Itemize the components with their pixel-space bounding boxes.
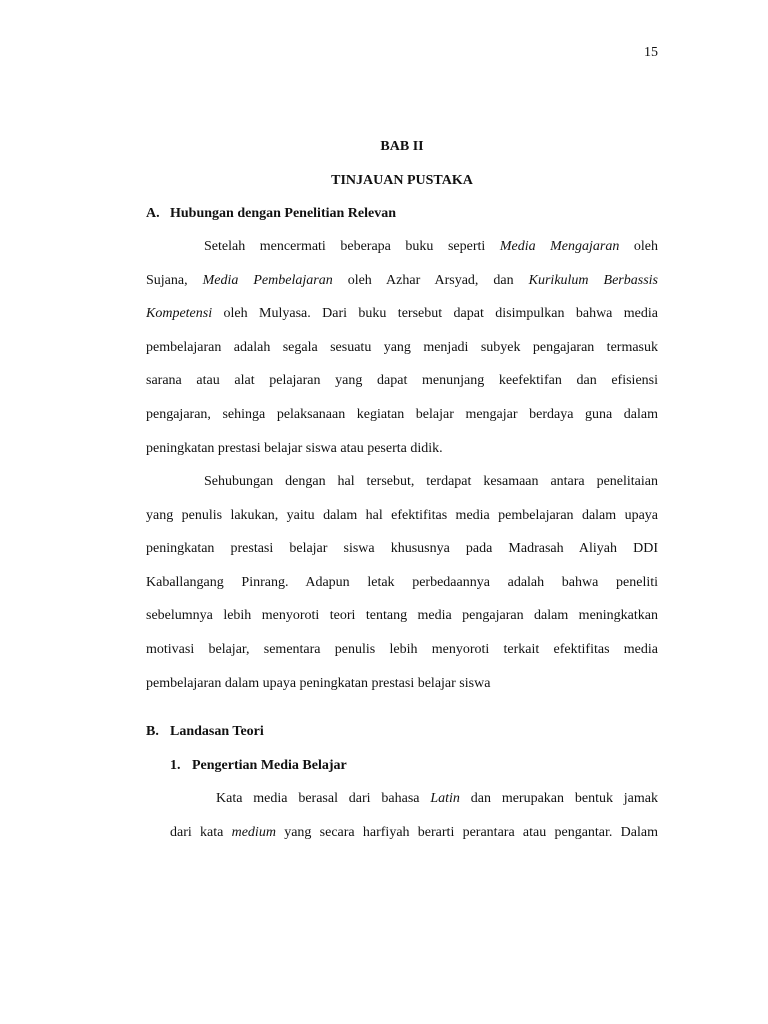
section-a-paragraph-1 (146, 238, 658, 473)
italic-text: Media Pembelajaran (202, 272, 333, 288)
text-line (146, 406, 658, 440)
text-line (146, 641, 658, 675)
text-segment: pengajaran, sehinga pelaksanaan kegiatan belajar mengajar berdaya guna dalam (146, 406, 658, 422)
text-line (146, 272, 658, 306)
text-segment: yang secara harfiyah berarti perantara atau pengantar. Dalam (275, 824, 658, 840)
text-segment: Kaballangang Pinrang. Adapun letak perbedaannya adalah bahwa peneliti (146, 574, 658, 590)
text-segment: pembelajaran adalah segala sesuatu yang menjadi subyek pengajaran termasuk (146, 339, 658, 355)
subsection-1-number: 1. (170, 758, 181, 773)
text-segment: oleh (619, 239, 658, 254)
text-segment: Setelah mencermati beberapa buku seperti (204, 239, 500, 254)
section-a-title: Hubungan dengan Penelitian Relevan (170, 206, 396, 221)
italic-text: Latin (430, 791, 460, 806)
text-line (170, 824, 658, 858)
italic-text: medium (231, 824, 276, 840)
text-segment: peningkatan prestasi belajar siswa atau peserta didik. (146, 440, 443, 456)
text-segment: Sehubungan dengan hal tersebut, terdapat kesamaan antara penelitaian (204, 474, 658, 489)
section-a-heading (146, 205, 396, 223)
text-segment: oleh Mulyasa. Dari buku tersebut dapat disimpulkan bahwa media (212, 306, 658, 322)
section-a-paragraph-2 (146, 473, 658, 708)
subsection-1-title: Pengertian Media Belajar (192, 758, 347, 773)
italic-text: Kurikulum Berbassis (528, 272, 658, 288)
text-segment: Kata media berasal dari bahasa (216, 791, 431, 806)
text-line (146, 305, 658, 339)
section-b-heading (146, 723, 264, 741)
text-line (146, 607, 658, 641)
text-segment: dari kata (170, 824, 232, 840)
text-line (146, 440, 658, 474)
text-line (146, 372, 658, 406)
page-number: 15 (644, 45, 658, 60)
text-segment: sarana atau alat pelajaran yang dapat menunjang keefektifan dan efisiensi (146, 373, 658, 389)
text-line (146, 507, 658, 541)
text-segment: oleh Azhar Arsyad, dan (332, 272, 529, 288)
italic-text: Kompetensi (146, 306, 213, 322)
text-line (146, 339, 658, 373)
text-segment: Sujana, (146, 272, 203, 288)
text-line (170, 790, 658, 824)
text-line (146, 473, 658, 507)
text-line (146, 238, 658, 272)
section-a-letter: A. (146, 206, 160, 221)
section-b-title: Landasan Teori (170, 724, 264, 739)
text-line (146, 540, 658, 574)
text-segment: yang penulis lakukan, yaitu dalam hal efektifitas media pembelajaran dalam upaya (146, 507, 658, 523)
text-line (146, 675, 658, 709)
text-segment: sebelumnya lebih menyoroti teori tentang media pengajaran dalam meningkatkan (146, 608, 658, 624)
subsection-1-heading (170, 757, 347, 775)
text-line (146, 574, 658, 608)
text-segment: peningkatan prestasi belajar siswa khususnya pada Madrasah Aliyah DDI (146, 541, 658, 557)
section-b-letter: B. (146, 724, 159, 739)
text-segment: pembelajaran dalam upaya peningkatan prestasi belajar siswa (146, 675, 491, 691)
italic-text: Media Mengajaran (499, 239, 620, 254)
subsection-1-paragraph (170, 790, 658, 857)
chapter-title: TINJAUAN PUSTAKA (331, 173, 473, 188)
chapter-label: BAB II (380, 139, 424, 154)
text-segment: dan merupakan bentuk jamak (459, 791, 658, 806)
text-segment: motivasi belajar, sementara penulis lebih menyoroti terkait efektifitas media (146, 641, 658, 657)
